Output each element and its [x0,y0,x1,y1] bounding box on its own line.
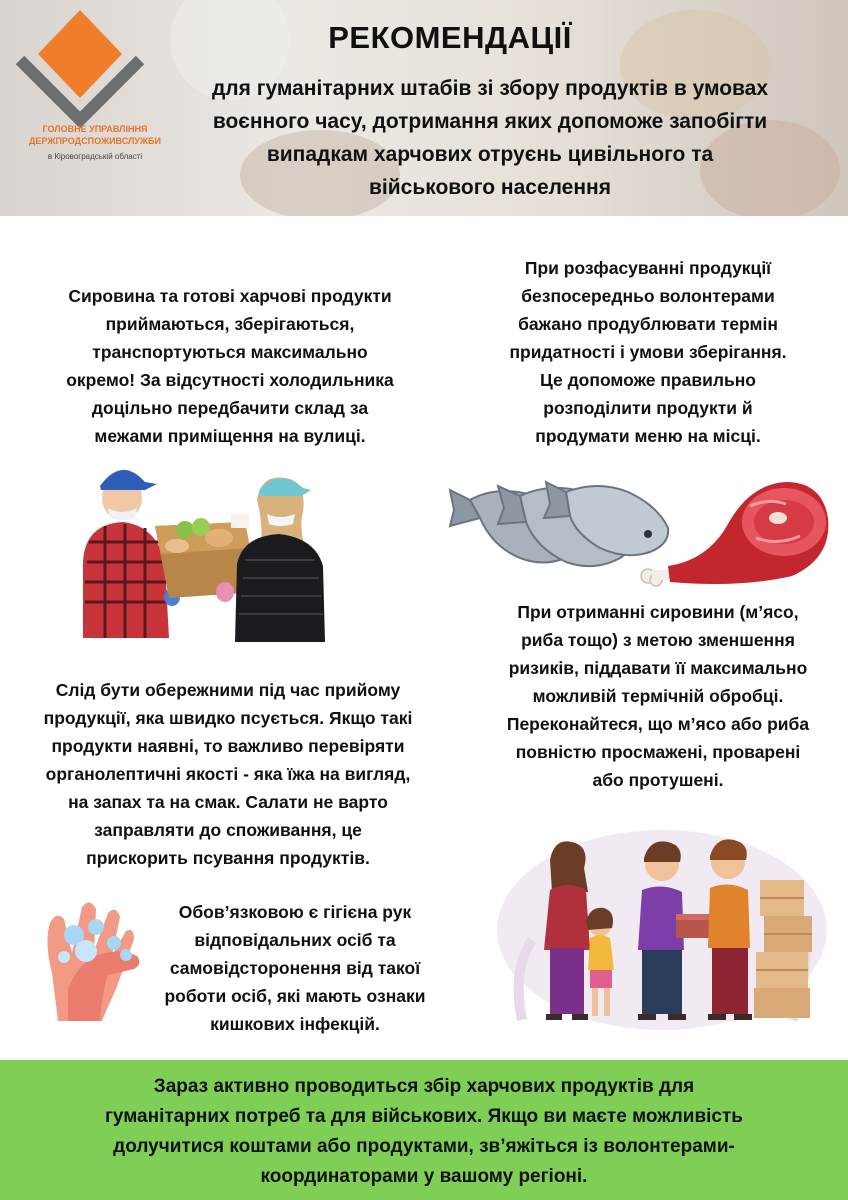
text-line: воєнного часу, дотримання яких допоможе запобігти [212,110,768,133]
text-line: для гуманітарних штабів зі збору продуктів в умовах [211,77,769,100]
text-line: можливій термічній обробці. [532,686,784,706]
logo-line1: ГОЛОВНЕ УПРАВЛІННЯ [42,124,148,134]
text-line: продумати меню на місці. [535,426,761,446]
text-line: кишкових інфекцій. [210,1014,380,1034]
text-line: При отриманні сировини (м’ясо, [517,602,799,622]
text-line: роботи осіб, які мають ознаки [164,986,426,1006]
text-line: координаторами у вашому регіоні. [260,1166,588,1187]
text-line: прискорить псування продуктів. [86,848,370,868]
raw-materials-text [478,598,838,794]
text-line: безпосередньо волонтерами [521,286,775,306]
volunteers-with-food-box-icon [75,452,335,642]
text-line: Обов’язковою є гігієна рук [178,902,412,922]
hygiene-text [140,898,450,1038]
text-line: Це допоможе правильно [539,370,756,390]
text-line: на запах та на смак. Салати не варто [68,792,388,812]
text-line: доцільно передбачити склад за [91,398,369,418]
fish-and-ham-icon [450,478,840,588]
page-subtitle [160,72,820,204]
text-line: військового населення [369,176,611,199]
text-line: гуманітарних потреб та для військових. Якщо ви маєте можливість [105,1106,743,1127]
logo [14,8,161,161]
text-line: заправляти до споживання, це [94,820,362,840]
header-banner [0,0,848,216]
hand-washing-icon [38,893,148,1028]
logo-line2: ДЕРЖПРОДСПОЖИВСЛУЖБИ [29,136,161,146]
text-line: транспортуються максимально [92,342,368,362]
text-line: випадкам харчових отруєнь цивільного та [266,143,714,166]
text-line: ризиків, піддавати її максимально [508,658,808,678]
page-title: РЕКОМЕНДАЦІЇ [328,20,572,55]
text-line: розподілити продукти й [543,398,753,418]
text-line: або протушені. [592,770,724,790]
text-line: повністю просмажені, проварені [515,742,801,762]
text-line: бажано продублювати термін [518,314,778,334]
text-line: Слід бути обережними під час прийому [55,680,401,700]
perishables-text [18,676,438,872]
text-line: приймаються, зберігаються, [105,314,355,334]
text-line: самовідсторонення від такої [169,958,421,978]
footer-banner [0,1060,848,1200]
text-line: відповідальних осіб та [194,930,396,950]
text-line: Переконайтеся, що м’ясо або риба [506,714,810,734]
text-line: межами приміщення на вулиці. [94,426,366,446]
text-line: окремо! За відсутності холодильника [66,370,394,390]
text-line: Сировина та готові харчові продукти [68,286,392,306]
text-line: риба тощо) з метою зменшення [521,630,795,650]
text-line: придатності і умови зберігання. [509,342,787,362]
family-receiving-boxes-icon [492,820,832,1030]
text-line: При розфасуванні продукції [524,258,772,278]
logo-diamond-icon [14,8,154,128]
separate-storage-text [30,282,430,450]
text-line: продукції, яка швидко псується. Якщо такі [43,708,413,728]
text-line: Зараз активно проводиться збір харчових продуктів для [153,1076,695,1097]
logo-line3: в Кіровоградській області [47,152,143,161]
text-line: продукти наявні, то важливо перевіряти [51,736,405,756]
text-line: долучитися коштами або продуктами, зв’яжіться із волонтерами- [113,1136,735,1157]
text-line: органолептичні якості - яка їжа на вигляд, [45,764,411,784]
packaging-text [458,254,838,450]
footer-call-to-action [20,1072,828,1192]
